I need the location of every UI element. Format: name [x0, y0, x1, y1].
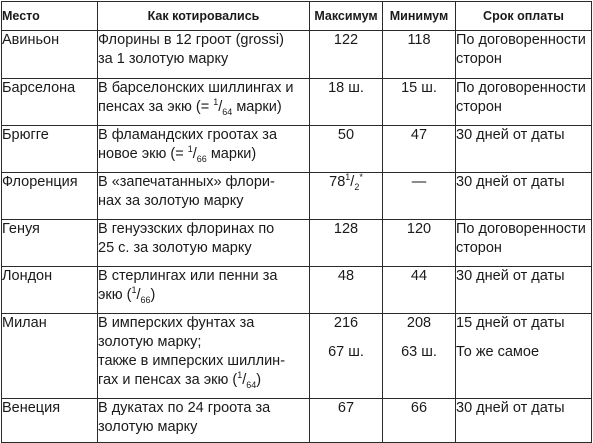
cell-min: 118 [383, 31, 456, 79]
table-row [2, 126, 592, 173]
table-row [2, 31, 592, 79]
quotation-line: 25 с. за золотую марку [98, 240, 252, 256]
quotation-line: В дукатах по 24 гроота за [98, 400, 271, 416]
header-place: Место [2, 2, 98, 31]
fraction-numerator: 1 [213, 97, 219, 108]
text-fragment: ) [150, 287, 156, 303]
cell-place: Милан [2, 314, 98, 399]
cell-term [456, 314, 592, 399]
quotation-line: за 1 золотую марку [98, 51, 229, 67]
term-line-secondary: То же самое [456, 344, 540, 360]
fraction-numerator: 1 [345, 172, 351, 183]
quotation-line: В имперских фунтах за [98, 315, 255, 331]
footnote-mark: * [359, 172, 363, 183]
text-fragment: марки) [232, 99, 282, 115]
fraction-denominator: 64 [222, 106, 233, 117]
table-row [2, 79, 592, 126]
cell-term [456, 173, 592, 220]
cell-max: 122 [310, 31, 383, 79]
cell-min: 15 ш. [383, 79, 456, 126]
cell-min: 66 [383, 399, 456, 443]
max-value-secondary: 67 ш. [328, 344, 364, 360]
term-line: По договоренности [456, 32, 586, 48]
cell-quotation [98, 314, 310, 399]
table-row [2, 314, 592, 399]
cell-quotation [98, 79, 310, 126]
quotation-line: гах и пенсах за экю $(^1/_{64})$ [98, 370, 262, 390]
cell-min [383, 314, 456, 399]
spacer [383, 333, 455, 342]
cell-max: 128 [310, 220, 383, 267]
term-line: По договоренности [456, 80, 586, 96]
table-row [2, 267, 592, 314]
cell-min: 44 [383, 267, 456, 314]
text-fragment: ) [256, 372, 262, 388]
header-max: Максимум [310, 2, 383, 31]
header-min: Минимум [383, 2, 456, 31]
header-term: Срок оплаты [456, 2, 592, 31]
spacer [456, 333, 591, 342]
fraction-denominator: 66 [140, 294, 151, 305]
cell-place: Лондон [2, 267, 98, 314]
cell-max: 48 [310, 267, 383, 314]
cell-term [456, 31, 592, 79]
cell-term [456, 220, 592, 267]
cell-max: 67 [310, 399, 383, 443]
header-quotation: Как котировались [98, 2, 310, 31]
quotation-line: В «запечатанных» флори- [98, 174, 275, 190]
quotation-line: новое экю (= $^1/_{66}$ марки) [98, 144, 257, 164]
cell-max: 50 [310, 126, 383, 173]
term-line: 30 дней от даты [456, 400, 565, 416]
fraction-denominator: 2 [354, 181, 360, 192]
max-value: 216 [333, 315, 359, 331]
quotation-line: Флорины в 12 гроот (grossi) [98, 32, 284, 48]
min-value: 208 [406, 315, 432, 331]
cell-min: 120 [383, 220, 456, 267]
quotation-line: В генуэзских флоринах по [98, 221, 275, 237]
cell-quotation [98, 31, 310, 79]
quotation-line: экю $(^1/_{66})$ [98, 285, 156, 305]
fraction-numerator: 1 [237, 370, 243, 381]
text-fragment: экю ( [98, 287, 132, 303]
quotation-line: пенсах за экю (= $^1/_{64}$ марки) [98, 97, 282, 117]
cell-max [310, 314, 383, 399]
quotation-line: В стерлингах или пенни за [98, 268, 278, 284]
cell-place: Брюгге [2, 126, 98, 173]
term-line: 30 дней от даты [456, 268, 565, 284]
term-line: 30 дней от даты [456, 127, 565, 143]
fraction-numerator: 1 [187, 144, 193, 155]
cell-place: Барселона [2, 79, 98, 126]
quotation-line: также в имперских шиллин- [98, 353, 286, 369]
cell-max: $78^1/_2^*$ [310, 173, 383, 220]
term-line: 30 дней от даты [456, 174, 565, 190]
cell-min: — [383, 173, 456, 220]
quotation-line: нах за золотую марку [98, 193, 244, 209]
cell-quotation [98, 220, 310, 267]
term-line: 15 дней от даты [456, 315, 565, 331]
table-row [2, 173, 592, 220]
quotation-line: золотую марку [98, 419, 198, 435]
text-fragment: пенсах за экю (= [98, 99, 214, 115]
cell-quotation [98, 267, 310, 314]
term-line: По договоренности [456, 221, 586, 237]
cell-place: Генуя [2, 220, 98, 267]
cell-min: 47 [383, 126, 456, 173]
cell-place: Авиньон [2, 31, 98, 79]
cell-quotation [98, 126, 310, 173]
text-fragment: новое экю (= [98, 146, 188, 162]
cell-place: Венеция [2, 399, 98, 443]
cell-quotation [98, 173, 310, 220]
header-row [2, 2, 592, 31]
cell-term [456, 126, 592, 173]
cell-term [456, 267, 592, 314]
quotation-line: золотую марку; [98, 334, 202, 350]
text-fragment: 78 [329, 174, 346, 190]
text-fragment: гах и пенсах за экю ( [98, 372, 238, 388]
term-line: сторон [456, 240, 502, 256]
spacer [310, 333, 382, 342]
fraction-numerator: 1 [131, 285, 137, 296]
quotation-line: В фламандских гроотах за [98, 127, 278, 143]
cell-term [456, 79, 592, 126]
min-value-secondary: 63 ш. [401, 344, 437, 360]
text-fragment: марки) [206, 146, 257, 162]
fraction-denominator: 66 [196, 153, 207, 164]
cell-max: 18 ш. [310, 79, 383, 126]
term-line: сторон [456, 51, 502, 67]
cell-place: Флоренция [2, 173, 98, 220]
exchange-rates-table [1, 1, 592, 443]
quotation-line: В барселонских шиллингах и [98, 80, 294, 96]
table-row [2, 220, 592, 267]
term-line: сторон [456, 99, 502, 115]
fraction-denominator: 64 [246, 379, 257, 390]
